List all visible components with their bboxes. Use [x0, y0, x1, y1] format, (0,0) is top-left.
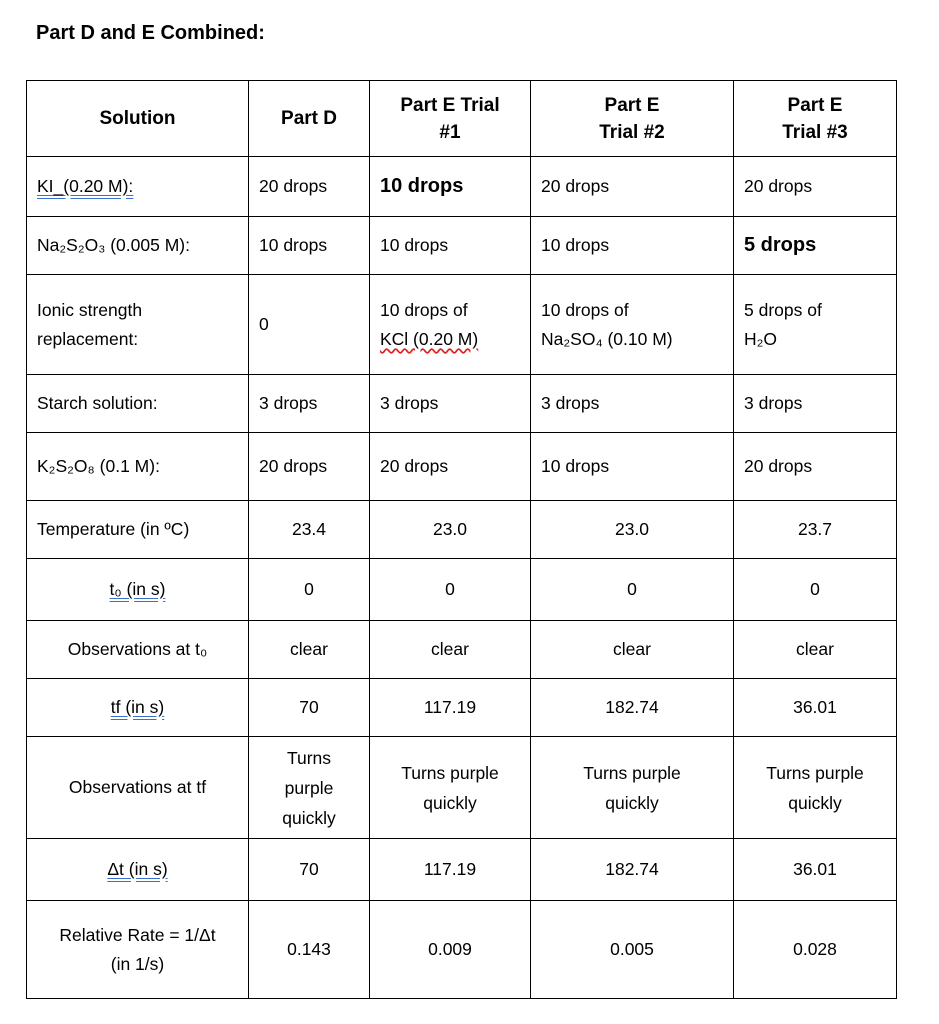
row-label: K₂S₂O₈ (0.1 M): [27, 433, 249, 501]
cell-part-e1: 10 drops [370, 217, 531, 275]
cell-part-d: 23.4 [249, 501, 370, 559]
cell-part-d: 0 [249, 275, 370, 375]
cell-part-d: 10 drops [249, 217, 370, 275]
table-row [27, 275, 897, 375]
cell-part-e2: clear [531, 621, 734, 679]
cell-part-d: 0 [249, 559, 370, 621]
table-row [27, 375, 897, 433]
header-part-d: Part D [249, 81, 370, 157]
cell-part-e3: 0.028 [734, 901, 897, 999]
data-table [26, 80, 897, 999]
cell-part-d: 70 [249, 839, 370, 901]
cell-part-e3: 20 drops [734, 433, 897, 501]
cell-part-e2: 0.005 [531, 901, 734, 999]
cell-part-e1: clear [370, 621, 531, 679]
cell-part-e1: 20 drops [370, 433, 531, 501]
row-label: Δt (in s) [27, 839, 249, 901]
cell-part-d: clear [249, 621, 370, 679]
row-label: Na₂S₂O₃ (0.005 M): [27, 217, 249, 275]
cell-part-e3: 5 drops of H₂O [734, 275, 897, 375]
cell-part-e2: Turns purple quickly [531, 737, 734, 839]
page-title: Part D and E Combined: [36, 22, 265, 44]
cell-part-e1: 10 drops of KCl (0.20 M) [370, 275, 531, 375]
row-label: tf (in s) [27, 679, 249, 737]
cell-part-e3: 0 [734, 559, 897, 621]
row-label: Ionic strength replacement: [27, 275, 249, 375]
header-part-e-trial-1: Part E Trial #1 [370, 81, 531, 157]
cell-part-e1: 23.0 [370, 501, 531, 559]
cell-part-e1: 3 drops [370, 375, 531, 433]
table-row [27, 737, 897, 839]
cell-part-e2: 10 drops of Na₂SO₄ (0.10 M) [531, 275, 734, 375]
table-row [27, 839, 897, 901]
row-label: Starch solution: [27, 375, 249, 433]
table-row [27, 679, 897, 737]
cell-part-d: 70 [249, 679, 370, 737]
header-part-e-trial-2: Part E Trial #2 [531, 81, 734, 157]
cell-part-e1: 0 [370, 559, 531, 621]
cell-part-e3: 36.01 [734, 679, 897, 737]
cell-part-e2: 20 drops [531, 157, 734, 217]
cell-part-e2: 23.0 [531, 501, 734, 559]
cell-part-e2: 0 [531, 559, 734, 621]
cell-part-e2: 182.74 [531, 679, 734, 737]
row-label: Observations at t₀ [27, 621, 249, 679]
table-row [27, 217, 897, 275]
cell-part-e2: 182.74 [531, 839, 734, 901]
cell-part-e3: clear [734, 621, 897, 679]
cell-part-e3: 5 drops [734, 217, 897, 275]
table-row [27, 433, 897, 501]
table-row [27, 501, 897, 559]
header-row [27, 81, 897, 157]
cell-part-e3: Turns purple quickly [734, 737, 897, 839]
cell-part-e1: Turns purple quickly [370, 737, 531, 839]
row-label: Relative Rate = 1/Δt (in 1/s) [27, 901, 249, 999]
cell-part-d: Turns purple quickly [249, 737, 370, 839]
table-row [27, 559, 897, 621]
cell-part-d: 3 drops [249, 375, 370, 433]
cell-part-e2: 10 drops [531, 433, 734, 501]
row-label: t₀ (in s) [27, 559, 249, 621]
cell-part-e3: 36.01 [734, 839, 897, 901]
header-part-e-trial-3: Part E Trial #3 [734, 81, 897, 157]
row-label: Observations at tf [27, 737, 249, 839]
header-solution: Solution [27, 81, 249, 157]
row-label: KI_(0.20 M): [27, 157, 249, 217]
cell-part-e1: 10 drops [370, 157, 531, 217]
cell-part-e3: 3 drops [734, 375, 897, 433]
cell-part-e1: 117.19 [370, 839, 531, 901]
cell-part-e1: 117.19 [370, 679, 531, 737]
cell-part-d: 0.143 [249, 901, 370, 999]
cell-part-e1: 0.009 [370, 901, 531, 999]
cell-part-d: 20 drops [249, 157, 370, 217]
cell-part-e3: 23.7 [734, 501, 897, 559]
cell-part-e2: 10 drops [531, 217, 734, 275]
table-row [27, 621, 897, 679]
row-label: Temperature (in ºC) [27, 501, 249, 559]
cell-part-e3: 20 drops [734, 157, 897, 217]
table-row [27, 901, 897, 999]
cell-part-e2: 3 drops [531, 375, 734, 433]
cell-part-d: 20 drops [249, 433, 370, 501]
table-row [27, 157, 897, 217]
